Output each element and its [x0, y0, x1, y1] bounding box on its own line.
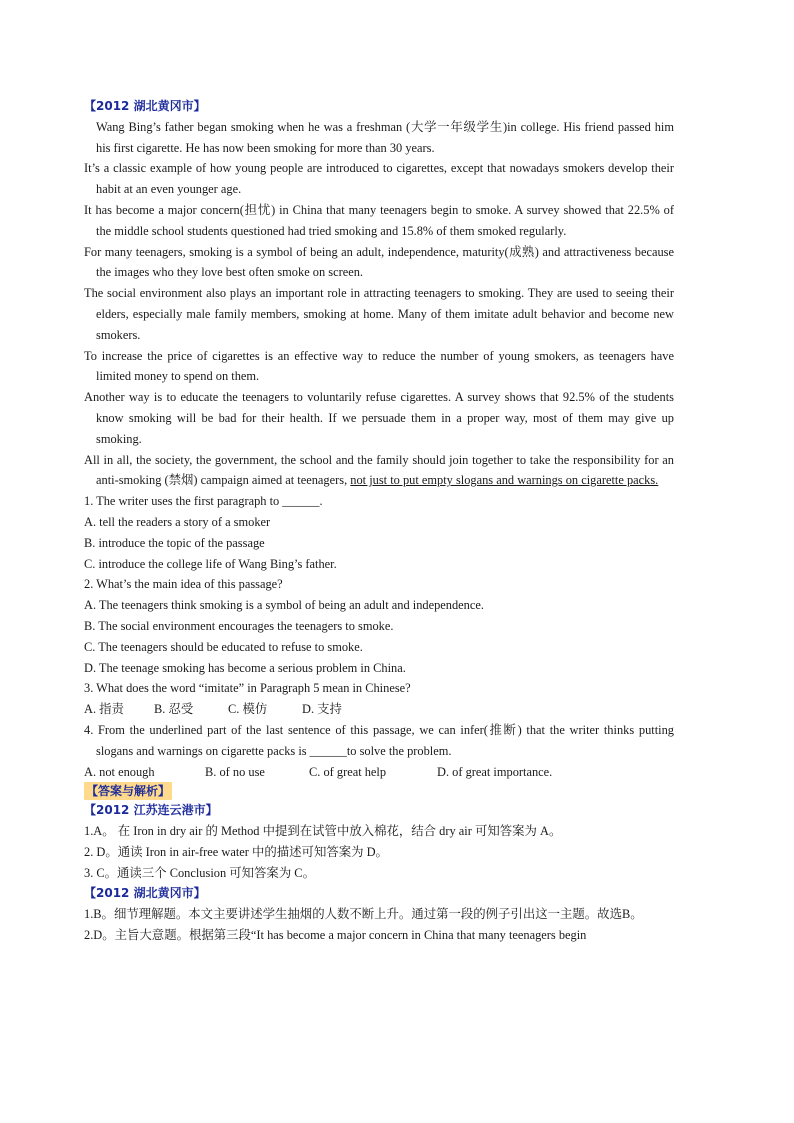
question-4-option-b: B. of no use	[205, 764, 265, 779]
paragraph-2: It’s a classic example of how young people are introduced to cigarettes, except that nowadays smokers develop their habit at an even younger age.	[84, 161, 674, 197]
paragraph-3: It has become a major concern(担忧) in China that many teenagers begin to smoke. A survey showed that 22.5% of the middle school students questioned had tried smoking and 15.8% of them smoked regularly.	[84, 202, 674, 238]
paragraph-5: The social environment also plays an important role in attracting teenagers to smoking. They are used to seeing their elders, especially male family members, smoking at home. Many of them imitate adult behavior and become new smokers.	[84, 286, 674, 342]
question-4-options	[84, 762, 674, 783]
question-2-option-c: C. The teenagers should be educated to refuse to smoke.	[84, 639, 363, 654]
question-1: 1. The writer uses the first paragraph to ______.	[84, 494, 323, 509]
question-4-option-c: C. of great help	[309, 764, 387, 779]
question-1-option-a: A. tell the readers a story of a smoker	[84, 514, 271, 529]
answer-1-3: 3. C。通读三个 Conclusion 可知答案为 C。	[84, 865, 315, 880]
question-3: 3. What does the word “imitate” in Paragraph 5 mean in Chinese?	[84, 681, 411, 696]
answer-section	[84, 782, 674, 800]
paragraph-8-text: All in all, the society, the government, the school and the family should join together to take the responsibility for an anti-smoking (禁烟) campaign aimed at teenagers,	[84, 452, 674, 488]
paragraph-7: Another way is to educate the teenagers to voluntarily refuse cigarettes. A survey shows that 92.5% of the students know smoking will be bad for their health. If we persuade them in a proper way, most of them may give up smoking.	[84, 390, 674, 446]
paragraph-1: Wang Bing’s father began smoking when he was a freshman (大学一年级学生)in college. His friend passed him his first cigarette. He has now been smoking for more than 30 years.	[96, 119, 674, 155]
answer-heading-1: 【2012 江苏连云港市】	[84, 803, 218, 818]
question-3-option-c: C. 模仿	[228, 702, 268, 717]
question-2-option-b: B. The social environment encourages the teenagers to smoke.	[84, 618, 394, 633]
question-3-options	[84, 699, 674, 720]
paragraph-8	[84, 450, 674, 492]
paragraph-4: For many teenagers, smoking is a symbol of being an adult, independence, maturity(成熟) and attractiveness because the images who they love best often smoke on screen.	[84, 244, 674, 280]
paragraph-6: To increase the price of cigarettes is an effective way to reduce the number of young smokers, as teenagers have limited money to spend on them.	[84, 348, 674, 384]
question-4-option-a: A. not enough	[84, 764, 155, 779]
question-1-option-b: B. introduce the topic of the passage	[84, 535, 265, 550]
document-page	[84, 96, 674, 946]
passage-heading: 【2012 湖北黄冈市】	[84, 99, 206, 113]
question-4: 4. From the underlined part of the last sentence of this passage, we can infer(推断) that the writer thinks putting slogans and warnings on cigarette packs is ______to solve the problem.	[84, 722, 674, 758]
answer-1-1: 1.A。 在 Iron in dry air 的 Method 中提到在试管中放入棉花，结合 dry air 可知答案为 A。	[84, 824, 562, 839]
question-1-option-c: C. introduce the college life of Wang Bing’s father.	[84, 556, 337, 571]
answer-1-2: 2. D。通读 Iron in air-free water 中的描述可知答案为 D。	[84, 844, 388, 859]
question-3-option-d: D. 支持	[302, 702, 342, 717]
question-4-option-d: D. of great importance.	[437, 764, 553, 779]
question-3-option-a: A. 指责	[84, 702, 124, 717]
answer-tag: 【答案与解析】	[86, 784, 171, 799]
question-2-option-a: A. The teenagers think smoking is a symbol of being an adult and independence.	[84, 598, 484, 613]
question-2-option-d: D. The teenage smoking has become a serious problem in China.	[84, 660, 406, 675]
question-3-option-b: B. 忍受	[154, 702, 194, 717]
answer-2-1: 1.B。细节理解题。本文主要讲述学生抽烟的人数不断上升。通过第一段的例子引出这一主题。故选B。	[84, 907, 643, 922]
question-2: 2. What’s the main idea of this passage?	[84, 577, 283, 592]
underlined-sentence: not just to put empty slogans and warnings on cigarette packs.	[350, 473, 659, 488]
answer-heading-2: 【2012 湖北黄冈市】	[84, 886, 206, 901]
answer-2-2: 2.D。主旨大意题。根据第三段“It has become a major concern in China that many teenagers begin	[84, 928, 587, 943]
